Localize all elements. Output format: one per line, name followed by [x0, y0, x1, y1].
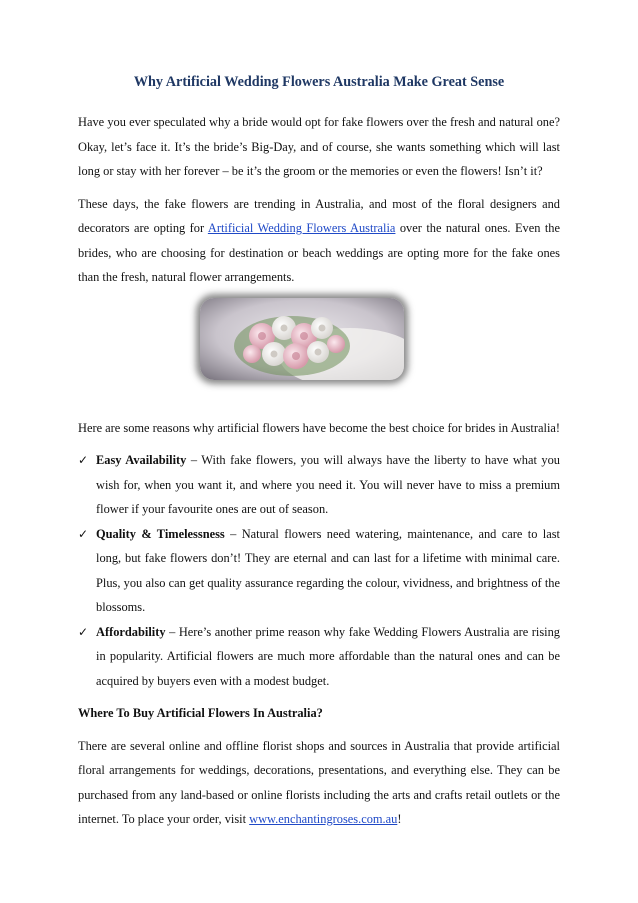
- list-item-term: Affordability: [96, 624, 166, 639]
- website-link[interactable]: www.enchantingroses.com.au: [249, 812, 398, 826]
- checkmark-icon: ✓: [78, 526, 89, 541]
- checkmark-icon: ✓: [78, 453, 89, 467]
- list-item-term: Quality & Timelessness: [96, 526, 225, 541]
- bridal-bouquet-photo-icon: [200, 298, 404, 380]
- list-item: [78, 448, 560, 522]
- list-item-text: – With fake flowers, you will always have the liberty to have what you wish for, when you want it, and where you need it. You will never have to miss a premium flower if your favourite ones are out of season.: [96, 453, 560, 516]
- list-item-term: Easy Availability: [96, 453, 187, 467]
- trend-text-after: over the natural ones. Even the brides, who are choosing for destination or beach weddings are opting more for the fake ones than the fresh, natural flower arrangements.: [78, 221, 560, 284]
- trend-text-before: These days, the fake flowers are trending in Australia, and most of the floral designers and decorators are opting for: [78, 196, 560, 235]
- article-body: [78, 110, 560, 840]
- bouquet-image: [200, 298, 404, 380]
- artificial-flowers-link[interactable]: Artificial Wedding Flowers Australia: [207, 221, 396, 235]
- checkmark-icon: ✓: [78, 624, 89, 639]
- page-title: Why Artificial Wedding Flowers Australia Make Great Sense: [133, 74, 505, 90]
- where-text-before: There are several online and offline florist shops and sources in Australia that provide artificial floral arrangements for weddings, decorations, presentations, and everything else. They can be purchased from any land-based or online florists including the arts and crafts retail outlets or the internet. To place your order, visit: [78, 738, 560, 826]
- list-item: [78, 620, 560, 694]
- list-item-text: – Here’s another prime reason why fake Wedding Flowers Australia are rising in popularity. Artificial flowers are much more affordable than the natural ones and can be acquired by buyers even with a modest budget.: [96, 624, 560, 688]
- where-text-after: !: [397, 812, 402, 826]
- reasons-list: [78, 448, 560, 693]
- intro-paragraph: Have you ever speculated why a bride would opt for fake flowers over the fresh and natural one? Okay, let’s face it. It’s the bride’s Big-Day, and of course, she wants something which will last long or stay with her forever – be it’s the groom or the memories or even the flowers! Isn’t it?: [78, 115, 560, 178]
- reasons-intro-paragraph: Here are some reasons why artificial flowers have become the best choice for brides in Australia!: [78, 420, 561, 435]
- list-item: [78, 522, 560, 620]
- where-to-buy-paragraph: [78, 734, 560, 832]
- list-item-text: – Natural flowers need watering, maintenance, and care to last long, but fake flowers don’t! They are eternal and can last for a lifetime with minimal care. Plus, you also can get quality assurance regarding the colour, vividness, and brightness of the blossoms.: [96, 526, 560, 614]
- section-heading: Where To Buy Artificial Flowers In Australia?: [78, 706, 323, 720]
- trend-paragraph: [78, 192, 560, 290]
